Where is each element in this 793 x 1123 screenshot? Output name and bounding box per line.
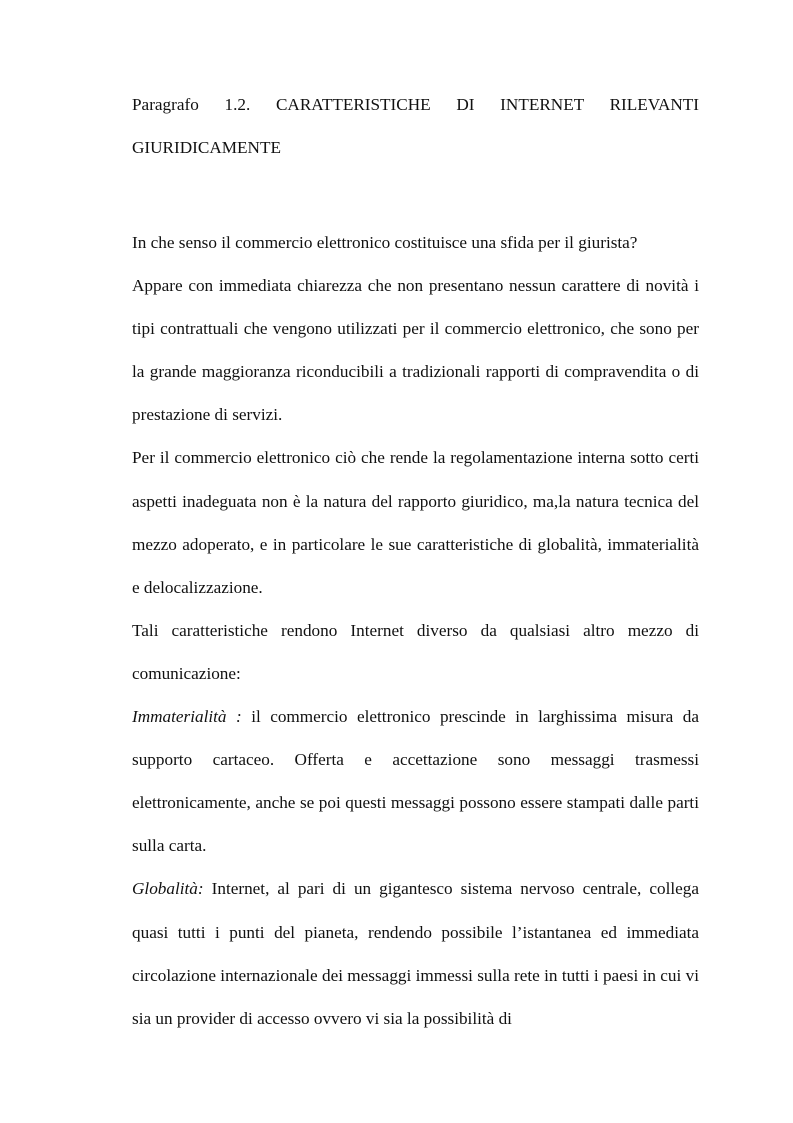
paragraph-question: In che senso il commercio elettronico costituisce una sfida per il giurista?: [132, 233, 638, 252]
paragraph-regulation: Per il commercio elettronico ciò che rende la regolamentazione interna sotto certi aspetti inadeguata non è la natura del rapporto giuridico, ma,la natura tecnica del mezzo adoperato, e in particolare le sue caratteristiche di globalità, immaterialità e delocalizzazione.: [132, 448, 699, 597]
term-globalita: Globalità:: [132, 879, 204, 899]
paragraph-globalita: [132, 867, 699, 1039]
term-immaterialita: Immaterialità :: [132, 707, 242, 727]
paragraph-immaterialita: [132, 695, 699, 867]
body-text: [132, 221, 699, 1040]
immaterialita-text: il commercio elettronico prescinde in larghissima misura da supporto cartaceo. Offerta e accettazione sono messaggi trasmessi elettronicamente, anche se poi questi messaggi possono essere stampati dalle parti sulla carta.: [132, 707, 699, 856]
section-heading-line-1: Paragrafo 1.2. CARATTERISTICHE DI INTERNET RILEVANTI: [132, 95, 699, 114]
paragraph-contract-types: Appare con immediata chiarezza che non presentano nessun carattere di novità i tipi contrattuali che vengono utilizzati per il commercio elettronico, che sono per la grande maggioranza riconducibili a tradizionali rapporti di compravendita o di prestazione di servizi.: [132, 276, 699, 425]
section-heading-line-2: GIURIDICAMENTE: [132, 138, 281, 157]
globalita-text: Internet, al pari di un gigantesco sistema nervoso centrale, collega quasi tutti i punti del pianeta, rendendo possibile l’istantanea ed immediata circolazione internazionale dei messaggi immessi sulla rete in tutti i paesi in cui vi sia un provider di accesso ovvero vi sia la possibilità di: [132, 879, 699, 1028]
paragraph-characteristics-intro: Tali caratteristiche rendono Internet diverso da qualsiasi altro mezzo di comunicazione:: [132, 620, 699, 683]
